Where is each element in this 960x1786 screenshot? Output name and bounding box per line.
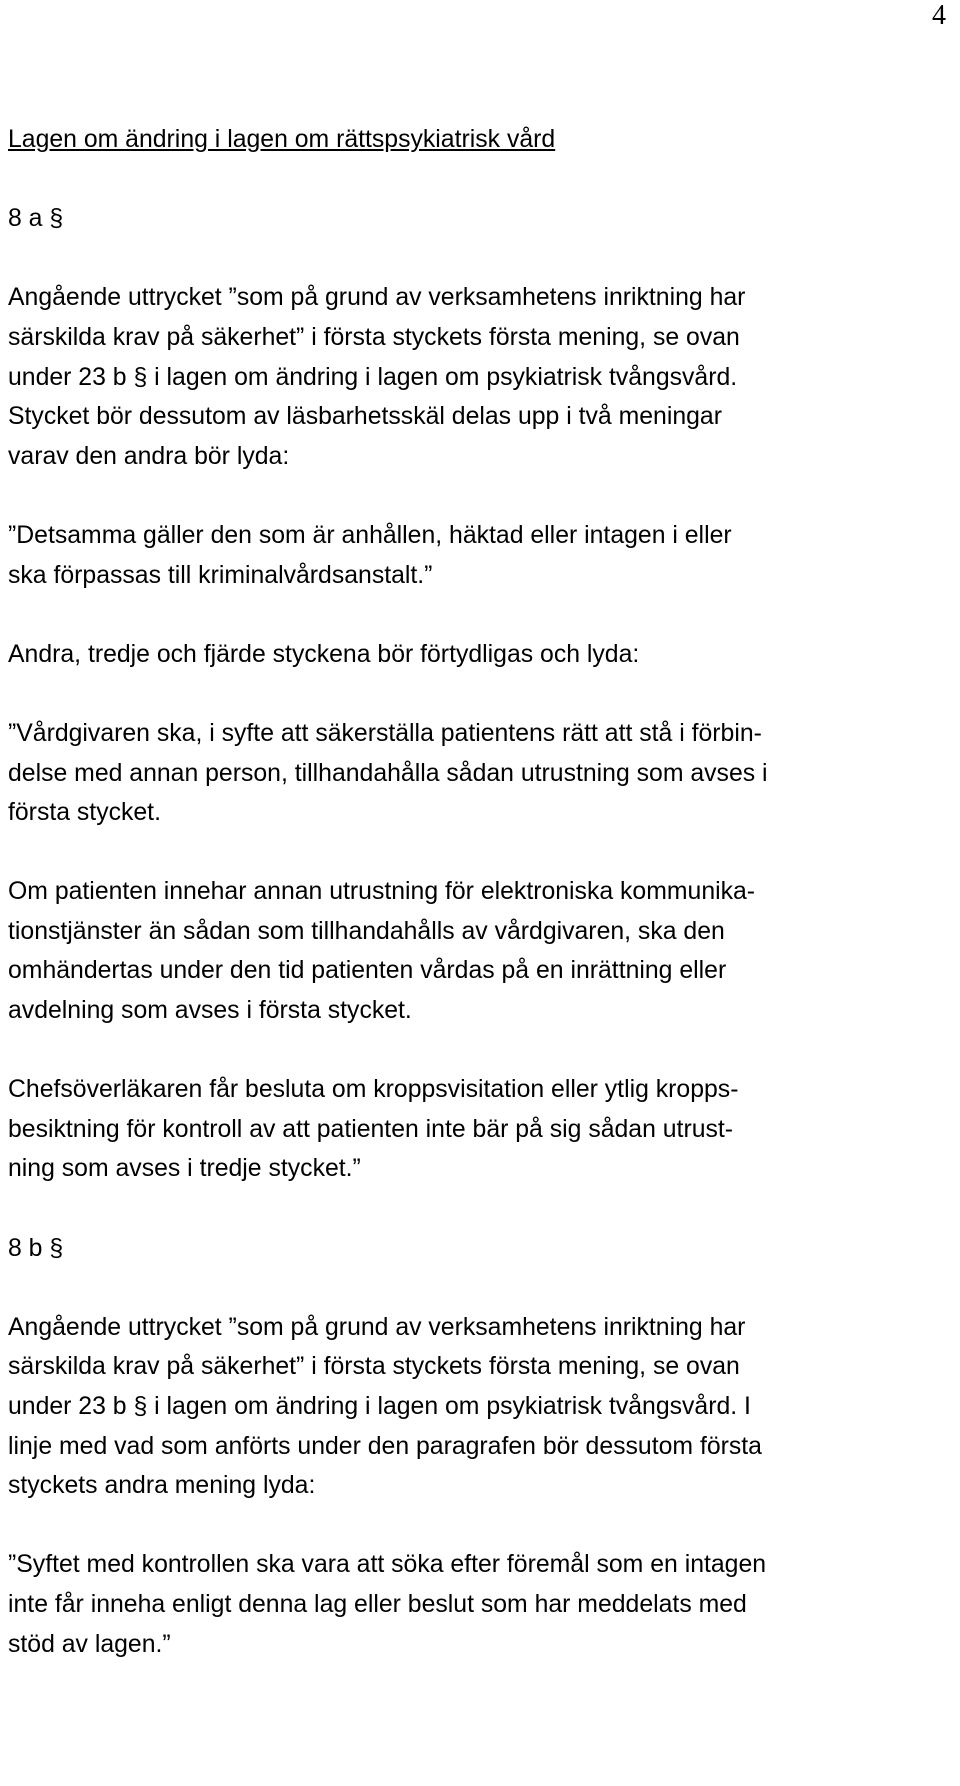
document-body	[8, 120, 920, 1664]
text-line: Andra, tredje och fjärde styckena bör förtydligas och lyda:	[8, 640, 640, 668]
text-line: inte får inneha enligt denna lag eller beslut som har meddelats med	[8, 1590, 747, 1618]
text-line: ”Syftet med kontrollen ska vara att söka efter föremål som en intagen	[8, 1551, 767, 1579]
text-line: särskilda krav på säkerhet” i första styckets första mening, se ovan	[8, 323, 740, 351]
text-line: varav den andra bör lyda:	[8, 442, 290, 470]
page-number: 4	[932, 0, 946, 31]
spacer	[8, 1268, 920, 1308]
spacer	[8, 476, 920, 516]
section-8a-paragraph-2	[8, 635, 920, 675]
spacer	[8, 160, 920, 200]
section-8a-quote-4	[8, 1070, 920, 1189]
spacer	[8, 595, 920, 635]
text-line: linje med vad som anförts under den paragrafen bör dessutom första	[8, 1432, 762, 1460]
section-8a-quote-1	[8, 516, 920, 595]
text-line: delse med annan person, tillhandahålla sådan utrustning som avses i	[8, 759, 768, 787]
spacer	[8, 1189, 920, 1229]
text-line: omhändertas under den tid patienten vårdas på en inrättning eller	[8, 957, 727, 985]
document-heading: Lagen om ändring i lagen om rättspsykiatrisk vård	[8, 126, 556, 153]
section-8a-label: 8 a §	[8, 205, 64, 233]
spacer	[8, 674, 920, 714]
spacer	[8, 239, 920, 279]
text-line: Om patienten innehar annan utrustning för elektroniska kommunika-	[8, 878, 756, 906]
text-line: styckets andra mening lyda:	[8, 1472, 316, 1500]
section-8b-paragraph-1	[8, 1308, 920, 1506]
text-line: Chefsöverläkaren får besluta om kroppsvisitation eller ytlig kropps-	[8, 1076, 739, 1104]
section-8a-quote-2	[8, 714, 920, 833]
spacer	[8, 833, 920, 873]
text-line: avdelning som avses i första stycket.	[8, 997, 412, 1025]
text-line: under 23 b § i lagen om ändring i lagen om psykiatrisk tvångsvård. I	[8, 1393, 751, 1420]
text-line: särskilda krav på säkerhet” i första styckets första mening, se ovan	[8, 1353, 740, 1381]
spacer	[8, 1031, 920, 1071]
section-8a-paragraph-1	[8, 278, 920, 476]
text-line: Angående uttrycket ”som på grund av verksamhetens inriktning har	[8, 284, 746, 312]
text-line: stöd av lagen.”	[8, 1630, 171, 1658]
spacer	[8, 1506, 920, 1546]
text-line: besiktning för kontroll av att patienten inte bär på sig sådan utrust-	[8, 1115, 734, 1143]
text-line: första stycket.	[8, 799, 161, 827]
text-line: ”Detsamma gäller den som är anhållen, häktad eller intagen i eller	[8, 521, 732, 549]
text-line: under 23 b § i lagen om ändring i lagen om psykiatrisk tvångsvård.	[8, 363, 738, 391]
text-line: Stycket bör dessutom av läsbarhetsskäl delas upp i två meningar	[8, 403, 722, 431]
section-8b-quote-1	[8, 1545, 920, 1664]
section-8b-label: 8 b §	[8, 1234, 64, 1262]
text-line: Angående uttrycket ”som på grund av verksamhetens inriktning har	[8, 1313, 746, 1341]
text-line: ning som avses i tredje stycket.”	[8, 1155, 361, 1183]
section-8a-quote-3	[8, 872, 920, 1030]
text-line: ”Vårdgivaren ska, i syfte att säkerställa patientens rätt att stå i förbin-	[8, 719, 762, 747]
text-line: tionstjänster än sådan som tillhandahålls av vårdgivaren, ska den	[8, 917, 725, 945]
text-line: ska förpassas till kriminalvårdsanstalt.”	[8, 561, 433, 589]
